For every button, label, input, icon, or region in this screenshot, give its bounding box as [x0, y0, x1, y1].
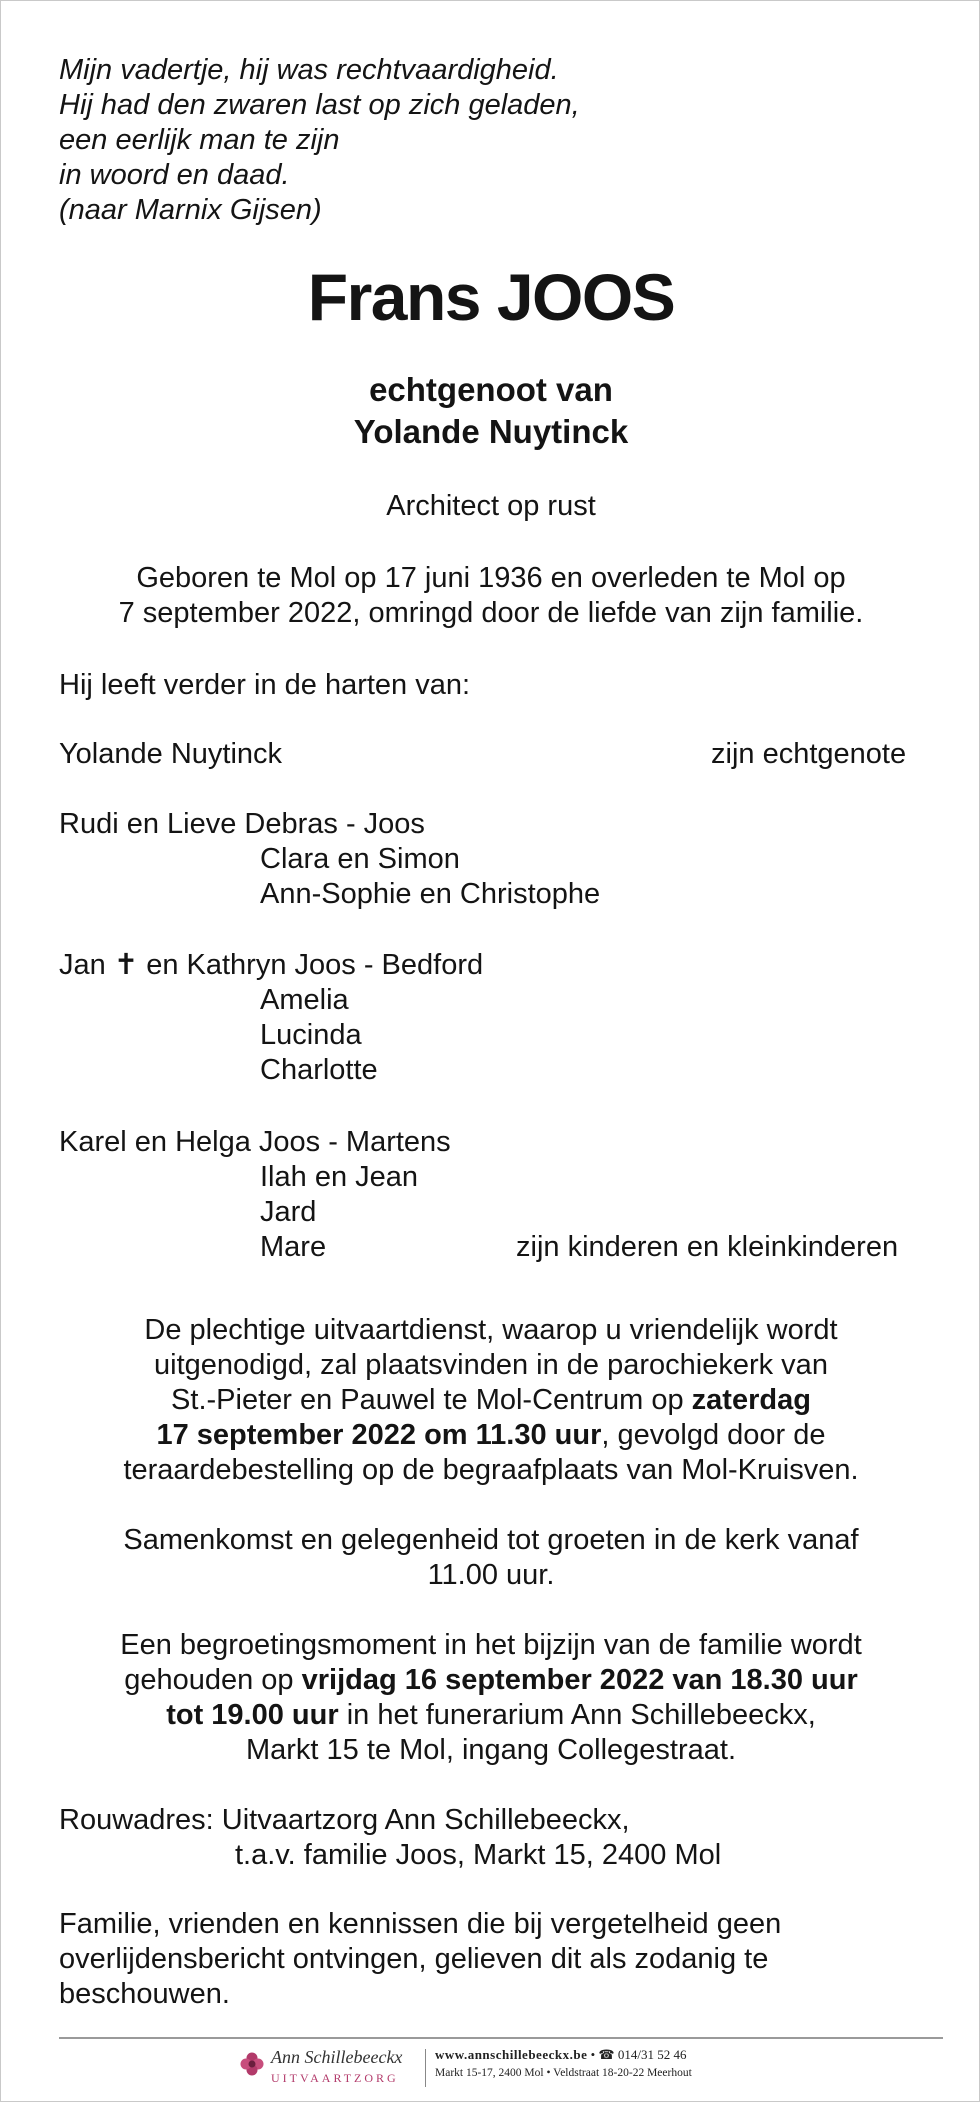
family-child: Lucinda	[260, 1019, 362, 1051]
poem-line: Mijn vadertje, hij was rechtvaardigheid.	[59, 54, 559, 86]
service-line-2: uitgenodigd, zal plaatsvinden in de parochiekerk van	[154, 1349, 828, 1381]
funeral-home-logo	[239, 2045, 429, 2089]
visitation-line-1: Een begroetingsmoment in het bijzijn van de familie wordt	[120, 1629, 862, 1661]
service-text: , gevolgd door de	[601, 1419, 826, 1451]
closing-line-3: beschouwen.	[59, 1978, 230, 2010]
birth-death-line-2: 7 september 2022, omringd door de liefde van zijn familie.	[118, 597, 864, 629]
visitation-line-4: Markt 15 te Mol, ingang Collegestraat.	[245, 1734, 737, 1766]
family-parents: Karel en Helga Joos - Martens	[59, 1126, 451, 1158]
address-line-1: Rouwadres: Uitvaartzorg Ann Schillebeeckx,	[59, 1804, 630, 1836]
spouse-entry-relation: zijn echtgenote	[711, 738, 907, 770]
logo-name: Ann Schillebeeckx	[271, 2047, 403, 2067]
survivors-intro: Hij leeft verder in de harten van:	[59, 669, 471, 701]
flower-icon	[239, 2051, 265, 2077]
footer-addresses: Markt 15-17, 2400 Mol • Veldstraat 18-20-22 Meerhout	[435, 2067, 692, 2079]
footer-divider	[59, 2037, 943, 2039]
cross-icon: ✝	[113, 949, 139, 981]
parent-name: Jan	[59, 949, 106, 981]
service-line-4	[1, 1418, 980, 1453]
spouse-name: Yolande Nuytinck	[353, 413, 629, 450]
family-child: Jard	[260, 1196, 317, 1228]
family-child: Mare	[260, 1231, 327, 1263]
family-parents: Rudi en Lieve Debras - Joos	[59, 808, 425, 840]
children-relation: zijn kinderen en kleinkinderen	[516, 1231, 899, 1263]
spouse-entry-name: Yolande Nuytinck	[59, 738, 283, 770]
footer-separator	[425, 2049, 426, 2087]
visitation-line-2	[1, 1663, 980, 1698]
profession: Architect op rust	[386, 490, 596, 522]
visitation-text: in het funerarium Ann Schillebeeckx,	[338, 1699, 816, 1731]
closing-line-1: Familie, vrienden en kennissen die bij vergetelheid geen	[59, 1908, 782, 1940]
service-line-3	[1, 1383, 980, 1418]
closing-line-2: overlijdensbericht ontvingen, gelieven dit als zodanig te	[59, 1943, 769, 1975]
service-datetime: 17 september 2022 om 11.30 uur	[156, 1419, 602, 1451]
family-parents	[59, 948, 483, 983]
poem-attribution: (naar Marnix Gijsen)	[59, 194, 322, 226]
website-link[interactable]: www.annschillebeeckx.be	[435, 2047, 588, 2062]
bullet-separator: •	[590, 2047, 596, 2062]
family-child: Ilah en Jean	[260, 1161, 419, 1193]
footer-contact	[435, 2047, 692, 2079]
address-line-2: t.a.v. familie Joos, Markt 15, 2400 Mol	[235, 1839, 722, 1871]
birth-death-line-1: Geboren te Mol op 17 juni 1936 en overleden te Mol op	[136, 562, 846, 594]
family-child: Clara en Simon	[260, 843, 460, 875]
phone-icon: ☎	[598, 2047, 615, 2062]
family-child: Charlotte	[260, 1054, 378, 1086]
service-line-1: De plechtige uitvaartdienst, waarop u vriendelijk wordt	[144, 1314, 838, 1346]
logo-subtitle: UITVAARTZORG	[271, 2071, 399, 2085]
deceased-name: Frans JOOS	[307, 260, 675, 334]
parent-names-rest: en Kathryn Joos - Bedford	[146, 949, 484, 981]
gathering-line-2: 11.00 uur.	[427, 1559, 555, 1591]
poem-line: in woord en daad.	[59, 159, 290, 191]
poem-line: een eerlijk man te zijn	[59, 124, 340, 156]
visitation-datetime: vrijdag 16 september 2022 van 18.30 uur	[301, 1664, 858, 1696]
poem-line: Hij had den zwaren last op zich geladen,	[59, 89, 580, 121]
family-child: Ann-Sophie en Christophe	[260, 878, 601, 910]
service-line-5: teraardebestelling op de begraafplaats van Mol-Kruisven.	[123, 1454, 859, 1486]
service-text: St.-Pieter en Pauwel te Mol-Centrum op	[171, 1384, 692, 1416]
visitation-endtime: tot 19.00 uur	[166, 1699, 339, 1731]
phone-number: 014/31 52 46	[617, 2047, 687, 2062]
visitation-line-3	[1, 1698, 980, 1733]
poem	[59, 53, 580, 228]
spouse-intro: echtgenoot van	[369, 371, 613, 408]
service-day: zaterdag	[691, 1384, 811, 1416]
family-child: Amelia	[260, 984, 349, 1016]
gathering-line-1: Samenkomst en gelegenheid tot groeten in de kerk vanaf	[123, 1524, 859, 1556]
spouse-heading	[1, 369, 980, 453]
visitation-text: gehouden op	[124, 1664, 302, 1696]
